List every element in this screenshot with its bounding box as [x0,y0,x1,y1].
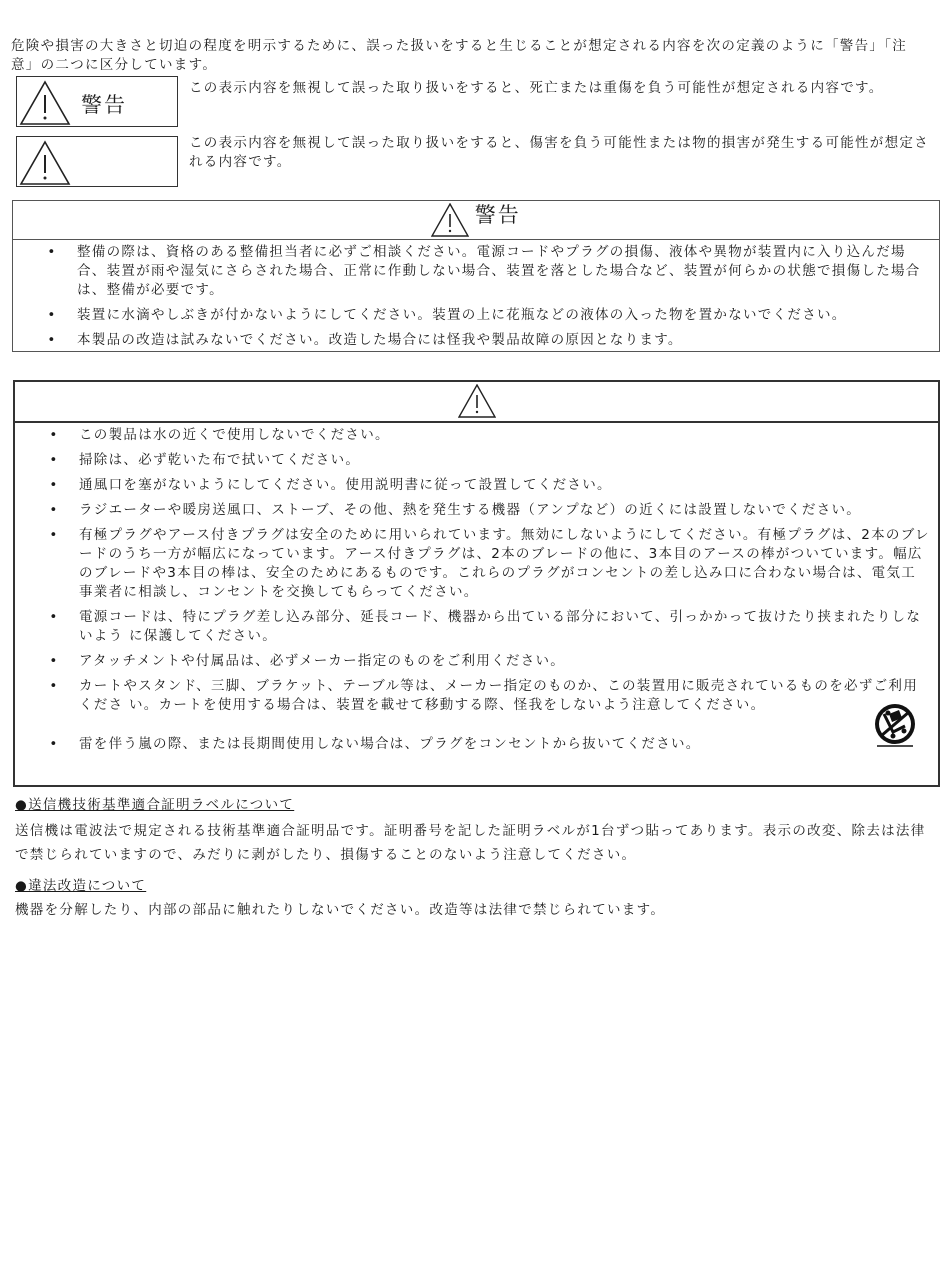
list-item-text: 雷を伴う嵐の際、または長期間使用しない場合は、プラグをコンセントから抜いてください。 [79,736,701,752]
bullet: • [49,653,59,669]
bullet: • [49,609,59,625]
list-item-text: カートやスタンド、三脚、ブラケット、テーブル等は、メーカー指定のものか、この装置用に販売されているものを必ずご利用くださ い。カートを使用する場合は、装置を載せて移動する際、怪我をしないよう注意してください。 [79,678,919,713]
caution-panel [13,380,940,787]
list-item-text: 整備の際は、資格のある整備担当者に必ずご相談ください。電源コードやプラグの損傷、液体や異物が装置内に入り込んだ場 合、装置が雨や湿気にさらされた場合、正常に作動しない場合、装置を落とした場合など、装置が何らかの状態で損傷した場合は、整備が必要です。 [77,244,921,298]
list-item-text: この製品は水の近くで使用しないでください。 [79,427,390,443]
list-item-text: 本製品の改造は試みないでください。改造した場合には怪我や製品故障の原因となります。 [77,332,683,348]
bullet: • [49,502,59,518]
list-item [15,652,938,671]
bullet: • [49,452,59,468]
warning-header-triangle-icon [431,203,469,237]
warning-triangle-icon [19,80,71,126]
caution-list [15,423,938,754]
list-item [15,608,938,646]
warning-panel [12,200,940,352]
certification-label-body: 送信機は電波法で規定される技術基準適合証明品です。証明番号を記した証明ラベルが1台ずつ貼ってあります。表示の改変、除去は法律で禁じられていますので、みだりに剥がしたり、損傷することのないよう注意してください。 [15,823,926,863]
bullet: • [49,736,59,752]
illegal-modification-body: 機器を分解したり、内部の部品に触れたりしないでください。改造等は法律で禁じられています。 [15,902,666,918]
caution-panel-header [15,382,938,423]
bullet: • [49,427,59,443]
warning-legend-word: 警告 [81,93,127,117]
warning-legend-text: この表示内容を無視して誤った取り扱いをすると、死亡または重傷を負う可能性が想定される内容です。 [189,80,884,96]
list-item-text: 電源コードは、特にプラグ差し込み部分、延長コード、機器から出ている部分において、引っかかって抜けたり挟まれたりしないよう に保護してください。 [79,609,922,644]
list-item [15,677,938,715]
list-item [15,735,938,754]
list-item-text: 掃除は、必ず乾いた布で拭いてください。 [79,452,361,468]
list-item [15,526,938,602]
list-item-text: 有極プラグやアース付きプラグは安全のために用いられています。無効にしないようにしてください。有極プラグは、2本のブレードのうち一方が幅広になっています。アース付きプラグは、2本のブレードの他に、3本目のアースの棒がついています。幅広のブレードや3本目の棒は、安全のためにあるものです。これらのプラグがコンセントの差し込み口に合わない場合は、電気工事業者に相談し、コンセントを交換してもらってください。 [79,527,930,600]
caution-legend-box [16,136,178,187]
list-item [15,501,938,520]
bullet: • [47,244,57,260]
intro-text: 危険や損害の大きさと切迫の程度を明示するために、誤った扱いをすると生じることが想定される内容を次の定義のように「警告」「注意」の二つに区分しています。 [11,38,908,73]
illegal-modification-title: ●違法改造について [15,878,147,894]
warning-panel-header [13,201,939,240]
warning-panel-title: 警告 [474,203,521,227]
caution-legend-text: この表示内容を無視して誤った取り扱いをすると、傷害を負う可能性または物的損害が発生する可能性が想定される内容です。 [189,135,929,170]
list-item [15,476,938,495]
warning-list [13,240,939,350]
bullet: • [49,527,59,543]
caution-header-triangle-icon [458,384,496,418]
bullet: • [47,307,57,323]
list-item-text: 通風口を塞がないようにしてください。使用説明書に従って設置してください。 [79,477,612,493]
list-item [15,426,938,445]
bullet: • [47,332,57,348]
list-item [13,306,939,325]
list-item-text: 装置に水滴やしぶきが付かないようにしてください。装置の上に花瓶などの液体の入った物を置かないでください。 [77,307,847,323]
cart-tip-over-warning-icon [871,702,919,750]
list-item-text: アタッチメントや付属品は、必ずメーカー指定のものをご利用ください。 [79,653,566,669]
list-item [15,451,938,470]
warning-legend-box [16,76,178,127]
list-item [13,243,939,300]
bullet: • [49,477,59,493]
list-item [13,331,939,350]
caution-triangle-icon [19,140,71,186]
certification-label-title: ●送信機技術基準適合証明ラベルについて [15,797,295,813]
bullet: • [49,678,59,694]
list-item-text: ラジエーターや暖房送風口、ストーブ、その他、熱を発生する機器（アンプなど）の近くには設置しないでください。 [79,502,862,518]
